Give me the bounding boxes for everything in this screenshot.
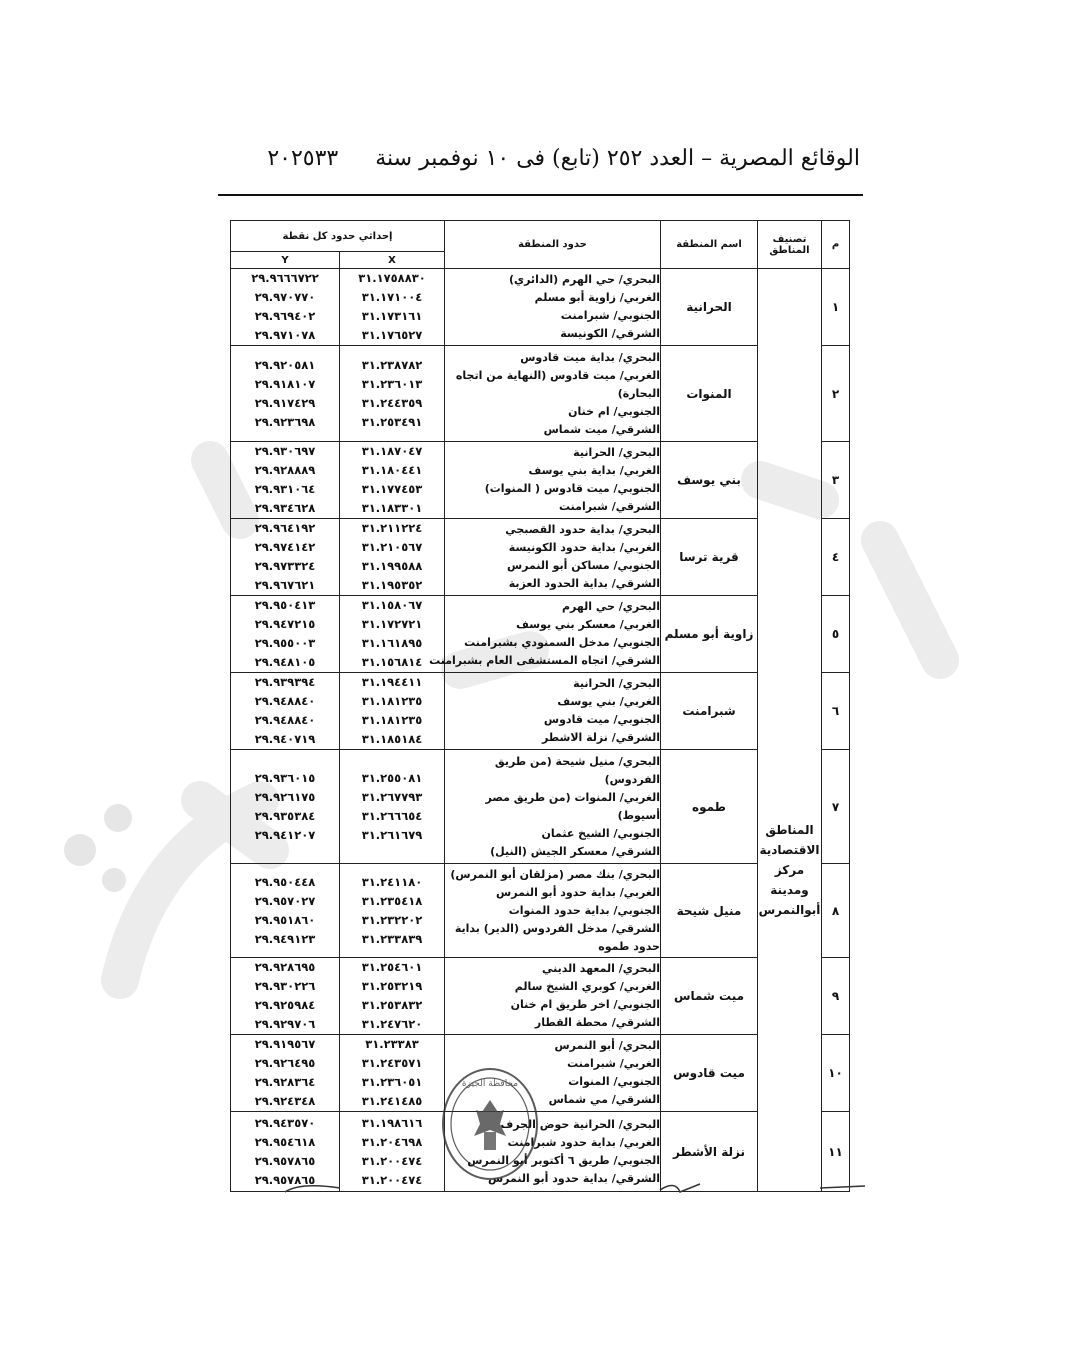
coord-y-value: ٢٩.٩٤٨٨٤٠ xyxy=(254,713,316,727)
coord-x-cell xyxy=(340,269,445,346)
coord-x-value: ٣١.١٥٦٨١٤ xyxy=(361,655,423,669)
coord-x-value: ٣١.٢٠٠٤٧٤ xyxy=(361,1172,423,1187)
boundary-line: الغربي/ معسكر بني يوسف xyxy=(516,618,660,631)
coord-x-value: ٣١.٢٤٣٥٧١ xyxy=(361,1056,423,1070)
header-boundaries: حدود المنطقة xyxy=(445,221,661,269)
coord-y-value: ٢٩.٩٣٠٦٩٧ xyxy=(254,444,316,458)
table-row xyxy=(231,750,850,864)
boundary-line: الجنوبي/ مدخل السمنودي بشبرامنت xyxy=(464,636,660,649)
boundary-line: البحري/ المعهد الديني xyxy=(541,962,660,975)
coord-y-cell xyxy=(231,673,340,750)
boundary-line: الجنوبي/ المنوات xyxy=(568,1075,660,1088)
table-row xyxy=(231,346,850,442)
area-name-cell: قرية ترسا xyxy=(661,519,758,596)
coord-y-value: ٢٩.٩٢٦٤٩٥ xyxy=(254,1056,316,1070)
coord-x-value: ٣١.١٧٦٥٢٧ xyxy=(361,328,423,342)
boundary-line: البحري/ منيل شيحة (من طريق xyxy=(494,754,660,768)
coord-y-value: ٢٩.٩٢٨٣٦٤ xyxy=(254,1075,316,1089)
boundary-line: البحري/ حي الهرم (الدائري) xyxy=(508,273,660,286)
boundary-line: الشرقي/ الكونيسة xyxy=(560,327,660,340)
table-row xyxy=(231,673,850,750)
coord-y-value: ٢٩.٩٥٠٤١٣ xyxy=(254,598,316,612)
boundary-line: الشرقي/ مي شماس xyxy=(548,1093,660,1106)
boundary-line: الجنوبي/ ميت قادوس ( المنوات) xyxy=(484,482,660,495)
boundary-line: الغربي/ بداية بني يوسف xyxy=(528,464,660,477)
coord-x-value: ٣١.١٩٩٥٨٨ xyxy=(361,559,423,573)
coord-y-value: ٢٩.٩٤٩١٢٣ xyxy=(254,931,316,946)
coord-x-cell xyxy=(340,750,445,864)
coord-y-cell xyxy=(231,958,340,1035)
coord-x-value: ٣١.٢٤١٤٨٥ xyxy=(361,1094,423,1108)
coord-x-value: ٣١.٢٦٧٧٩٣ xyxy=(361,789,423,804)
table-row xyxy=(231,958,850,1035)
area-name-cell: المنوات xyxy=(661,346,758,442)
boundary-line: الشرقي/ بداية الحدود العزبة xyxy=(508,577,660,590)
boundary-line: الجنوبي/ ام خنان xyxy=(568,404,660,418)
coord-y-value: ٢٩.٩٤٠٧١٩ xyxy=(254,732,316,746)
coord-x-value: ٣١.١٦١٨٩٥ xyxy=(361,636,423,650)
coord-y-value: ٢٩.٩٢٥٩٨٤ xyxy=(254,998,316,1012)
coord-y-value: ٢٩.٩٦٩٤٠٢ xyxy=(254,309,316,323)
coord-y-value: ٢٩.٩٧٤١٤٢ xyxy=(254,540,316,554)
boundaries-cell xyxy=(445,442,661,519)
coord-y-value: ٢٩.٩٥٤٦١٨ xyxy=(254,1134,316,1149)
boundary-line: الشرقي/ بداية حدود أبو النمرس xyxy=(487,1171,660,1185)
coord-x-value: ٣١.١٥٨٠٦٧ xyxy=(361,598,423,612)
boundary-line: الغربي/ ميت قادوس (النهاية من اتجاه xyxy=(455,368,660,382)
boundary-line: البحري/ الحرانية xyxy=(573,677,660,690)
boundary-line: البحري/ أبو النمرس xyxy=(554,1039,660,1052)
coord-y-cell xyxy=(231,269,340,346)
coord-x-value: ٣١.٢٥٤٦٠١ xyxy=(361,960,423,974)
coord-y-value: ٢٩.٩٥٥٠٠٣ xyxy=(254,636,316,650)
boundary-line: البحارة) xyxy=(617,386,660,400)
row-number: ٢ xyxy=(822,346,850,442)
coord-y-value: ٢٩.٩٦٧٦٢١ xyxy=(254,578,316,592)
coord-x-value: ٣١.٢٣٦٠٥١ xyxy=(361,1075,423,1089)
row-number: ٤ xyxy=(822,519,850,596)
coord-y-value: ٢٩.٩٥١٨٦٠ xyxy=(254,912,316,927)
coord-x-cell xyxy=(340,673,445,750)
coord-x-value: ٣١.١٧٥٨٨٣٠ xyxy=(358,271,426,285)
boundary-line: الجنوبي/ اخر طريق ام خنان xyxy=(510,998,660,1011)
coord-x-value: ٣١.١٧٧٤٥٣ xyxy=(361,482,423,496)
boundary-line: حدود طموه xyxy=(598,939,660,953)
coord-y-value: ٢٩.٩٤١٢٠٧ xyxy=(254,827,316,842)
coord-y-cell xyxy=(231,1035,340,1112)
economic-zones-table xyxy=(230,220,850,1192)
coord-x-value: ٣١.٢٣٣٨٣ xyxy=(365,1037,419,1051)
official-stamp xyxy=(440,1066,540,1182)
coord-x-value: ٣١.٢٤٤٣٥٩ xyxy=(361,395,423,410)
coord-y-value: ٢٩.٩٦٦٦٧٢٢ xyxy=(251,271,319,285)
coord-y-value: ٢٩.٩٢٨٦٩٥ xyxy=(254,960,316,974)
coord-y-value: ٢٩.٩٧٠٧٧٠ xyxy=(254,290,316,304)
coord-x-value: ٣١.١٧٣١٦١ xyxy=(361,309,423,323)
classification-cell: المناطق الاقتصادية مركز ومدينة أبوالنمرس xyxy=(758,269,822,1192)
coord-y-value: ٢٩.٩١٧٤٢٩ xyxy=(254,395,316,410)
coord-x-value: ٣١.٢٣٦٠١٣ xyxy=(361,376,423,391)
row-number: ١١ xyxy=(822,1112,850,1192)
coord-y-value: ٢٩.٩٤٧٢١٥ xyxy=(254,617,316,631)
header-title: الوقائع المصرية – العدد ٢٥٢ (تابع) فى ١٠ نوفمبر سنة ٢٠٢٥ xyxy=(267,146,860,171)
coord-x-value: ٣١.١٨٠٤٤١ xyxy=(361,463,423,477)
row-number: ٥ xyxy=(822,596,850,673)
page-header xyxy=(220,146,860,171)
boundary-line: البحري/ بداية حدود القصبجي xyxy=(505,523,660,536)
table-row xyxy=(231,1035,850,1112)
coord-x-value: ٣١.١٨٥١٨٤ xyxy=(361,732,423,746)
coord-y-value: ٢٩.٩٤٨٨٤٠ xyxy=(254,694,316,708)
coord-x-value: ٣١.١٧٢٧٢١ xyxy=(361,617,423,631)
boundary-line: الفردوس) xyxy=(604,772,660,786)
coord-x-value: ٣١.٢٥٣٢١٩ xyxy=(361,979,423,993)
coord-x-value: ٣١.١٨١٢٣٥ xyxy=(361,713,423,727)
coord-y-cell xyxy=(231,442,340,519)
coord-x-cell xyxy=(340,958,445,1035)
boundaries-cell xyxy=(445,864,661,958)
boundaries-cell xyxy=(445,958,661,1035)
coord-y-value: ٢٩.٩١٨١٠٧ xyxy=(254,376,316,391)
row-number: ١٠ xyxy=(822,1035,850,1112)
row-number: ٦ xyxy=(822,673,850,750)
coord-y-value: ٢٩.٩٣٩٣٩٤ xyxy=(254,675,316,689)
stamp-text: محافظة الجيزة xyxy=(461,1079,519,1089)
coord-x-cell xyxy=(340,346,445,442)
boundary-line: الغربي/ كوبري الشيخ سالم xyxy=(514,980,660,993)
coord-y-value: ٢٩.٩٢٣٦٩٨ xyxy=(254,414,316,429)
coord-y-value: ٢٩.٩٢٦١٧٥ xyxy=(254,789,316,804)
boundary-line: الجنوبي/ طريق ٦ أكتوبر أبو النمرس xyxy=(467,1153,660,1167)
coord-x-value: ٣١.١٧١٠٠٤ xyxy=(361,290,423,304)
coord-y-value: ٢٩.٩٢٠٥٨١ xyxy=(254,357,316,372)
area-name-cell: شبرامنت xyxy=(661,673,758,750)
boundary-line: البحري/ حي الهرم xyxy=(561,600,660,613)
coord-y-value: ٢٩.٩٣٦٠١٥ xyxy=(254,770,316,785)
coord-x-value: ٣١.٢٥٣٨٣٢ xyxy=(361,998,423,1012)
coord-y-value: ٢٩.٩٣٠٢٢٦ xyxy=(254,979,316,993)
boundary-line: البحري/ بنك مصر (مزلقان أبو النمرس) xyxy=(450,867,660,881)
row-number: ٣ xyxy=(822,442,850,519)
boundary-line: الغربي/ زاوية أبو مسلم xyxy=(534,291,660,304)
boundaries-cell xyxy=(445,673,661,750)
coord-x-value: ٣١.٢٣٣٨٣٩ xyxy=(361,931,423,946)
boundary-line: البحري/ الحرانية xyxy=(573,446,660,459)
boundaries-cell xyxy=(445,269,661,346)
coord-x-value: ٣١.٢٦٦٦٥٤ xyxy=(361,808,423,823)
boundary-line: الغربي/ بني يوسف xyxy=(557,695,660,708)
coord-x-value: ٣١.٢٠٤٦٩٨ xyxy=(361,1134,423,1149)
boundary-line: البحري/ بداية ميت قادوس xyxy=(520,350,660,364)
coord-x-cell xyxy=(340,442,445,519)
coord-x-value: ٣١.٢٣٨٧٨٢ xyxy=(361,357,423,372)
boundaries-cell xyxy=(445,519,661,596)
area-name-cell: بني يوسف xyxy=(661,442,758,519)
table-row xyxy=(231,442,850,519)
boundary-line: الشرقي/ محطة القطار xyxy=(534,1016,660,1029)
coord-y-value: ٢٩.٩٥٧٠٢٧ xyxy=(254,893,316,908)
coord-x-value: ٣١.٢٥٣٤٩١ xyxy=(361,414,423,429)
boundary-line: الغربي/ بداية حدود أبو النمرس xyxy=(496,885,660,899)
coord-x-value: ٣١.٢٤٧٦٢٠ xyxy=(361,1017,423,1031)
coord-x-value: ٣١.١٩٥٣٥٢ xyxy=(361,578,423,592)
coord-x-value: ٣١.١٨٧٠٤٧ xyxy=(361,444,423,458)
coord-x-value: ٣١.١٩٤٤١١ xyxy=(361,675,423,689)
coord-y-value: ٢٩.٩٥٧٨٦٥ xyxy=(254,1153,316,1168)
coord-x-value: ٣١.٢١٠٥٦٧ xyxy=(361,540,423,554)
coord-y-value: ٢٩.٩٥٧٨٦٥ xyxy=(254,1172,316,1187)
coord-x-value: ٣١.١٨٣٣٠١ xyxy=(361,501,423,515)
coord-y-cell xyxy=(231,864,340,958)
boundaries-cell xyxy=(429,596,661,673)
boundaries-cell xyxy=(445,346,661,442)
boundaries-cell xyxy=(445,750,661,864)
table-row xyxy=(231,864,850,958)
bottom-scribbles xyxy=(280,1178,870,1198)
coord-y-value: ٢٩.٩٢٨٨٨٩ xyxy=(254,463,316,477)
coord-y-value: ٢٩.٩٥٠٤٤٨ xyxy=(254,874,316,889)
page-number: ٣٣ xyxy=(314,146,339,171)
coord-x-value: ٣١.٢٠٠٤٧٤ xyxy=(361,1153,423,1168)
header-area-name: اسم المنطقة xyxy=(661,221,758,269)
boundary-line: الشرقي/ نزلة الاشطر xyxy=(541,731,660,744)
row-number: ٨ xyxy=(822,864,850,958)
boundary-line: الجنوبي/ مساكن أبو النمرس xyxy=(507,559,660,572)
coord-y-value: ٢٩.٩٢٩٧٠٦ xyxy=(254,1017,316,1031)
boundary-line: الغربي/ بداية حدود شبرامنت xyxy=(507,1135,660,1149)
coord-x-value: ٣١.٢١١٢٢٤ xyxy=(361,521,423,535)
coord-x-cell xyxy=(340,1035,445,1112)
table-row xyxy=(231,519,850,596)
coord-x-value: ٣١.٢٣٥٤١٨ xyxy=(361,893,423,908)
coord-x-value: ٣١.٢٣٢٢٠٢ xyxy=(361,912,423,927)
header-num: م xyxy=(822,221,850,269)
table-row xyxy=(231,269,850,346)
row-number: ٧ xyxy=(822,750,850,864)
coord-y-value: ٢٩.٩٧١٠٧٨ xyxy=(254,328,316,342)
boundary-line: الجنوبي/ الشيخ عثمان xyxy=(541,826,660,840)
boundary-line: الغربي/ شبرامنت xyxy=(567,1057,660,1070)
boundary-line: الغربي/ بداية حدود الكونيسة xyxy=(508,541,660,554)
area-name-cell: نزلة الأشطر xyxy=(661,1112,758,1192)
coord-y-cell xyxy=(231,596,340,673)
boundary-line: الجنوبي/ شبرامنت xyxy=(560,309,660,322)
area-name-cell: ميت شماس xyxy=(661,958,758,1035)
area-name-cell: ميت قادوس xyxy=(661,1035,758,1112)
boundary-line: البحري/ الحرانية حوض الجرف xyxy=(500,1117,660,1131)
boundary-line: الغربي/ المنوات (من طريق مصر xyxy=(485,790,660,804)
header-y: Y xyxy=(231,252,340,269)
boundary-line: الشرقي/ شبرامنت xyxy=(559,500,660,513)
coord-x-value: ٣١.١٩٨٦١٦ xyxy=(361,1115,423,1130)
area-name-cell: الحرانية xyxy=(661,269,758,346)
coord-y-value: ٢٩.٩٢٤٣٤٨ xyxy=(254,1094,316,1108)
area-name-cell: زاوية أبو مسلم xyxy=(661,596,758,673)
boundary-line: الشرقي/ معسكر الجيش (النيل) xyxy=(490,844,660,858)
header-x: X xyxy=(340,252,445,269)
coord-x-cell xyxy=(340,864,445,958)
coord-y-value: ٢٩.٩٣٥٣٨٤ xyxy=(254,808,316,823)
coord-y-value: ٢٩.٩٤٨١٠٥ xyxy=(254,655,316,669)
boundary-line: الجنوبي/ بداية حدود المنوات xyxy=(508,903,660,917)
boundary-line: الجنوبي/ ميت قادوس xyxy=(543,713,660,726)
boundary-line: الشرقي/ ميت شماس xyxy=(543,422,660,436)
coord-y-value: ٢٩.٩٣٤٦٢٨ xyxy=(254,501,316,515)
coord-y-value: ٢٩.٩٦٤١٩٢ xyxy=(254,521,316,535)
header-divider xyxy=(218,194,863,196)
row-number: ١ xyxy=(822,269,850,346)
coord-x-value: ٣١.١٨١٢٣٥ xyxy=(361,694,423,708)
coord-y-cell xyxy=(231,750,340,864)
boundary-line: الشرقي/ مدخل الفردوس (الدير) بداية xyxy=(454,921,660,935)
coord-x-cell xyxy=(340,519,445,596)
area-name-cell: منيل شيحة xyxy=(661,864,758,958)
coord-y-value: ٢٩.٩١٩٥٦٧ xyxy=(254,1037,316,1051)
coord-x-value: ٣١.٢٤١١٨٠ xyxy=(361,874,423,889)
table-row xyxy=(231,596,850,673)
header-coordinates: إحداثي حدود كل نقطة xyxy=(231,221,445,252)
coord-y-value: ٢٩.٩٣١٠٦٤ xyxy=(254,482,316,496)
coord-y-value: ٢٩.٩٤٣٥٧٠ xyxy=(254,1115,316,1130)
coord-x-value: ٣١.٢٦١٦٧٩ xyxy=(361,827,423,842)
header-classification: تصنيف المناطق xyxy=(758,221,822,269)
boundary-line: أسيوط) xyxy=(617,808,660,822)
coord-y-cell xyxy=(231,346,340,442)
coord-y-value: ٢٩.٩٧٣٣٢٤ xyxy=(254,559,316,573)
area-name-cell: طموه xyxy=(661,750,758,864)
coord-x-value: ٣١.٢٥٥٠٨١ xyxy=(361,770,423,785)
row-number: ٩ xyxy=(822,958,850,1035)
coord-y-cell xyxy=(231,519,340,596)
boundary-line: الشرقي/ اتجاه المستشفى العام بشبرامنت xyxy=(429,654,660,667)
